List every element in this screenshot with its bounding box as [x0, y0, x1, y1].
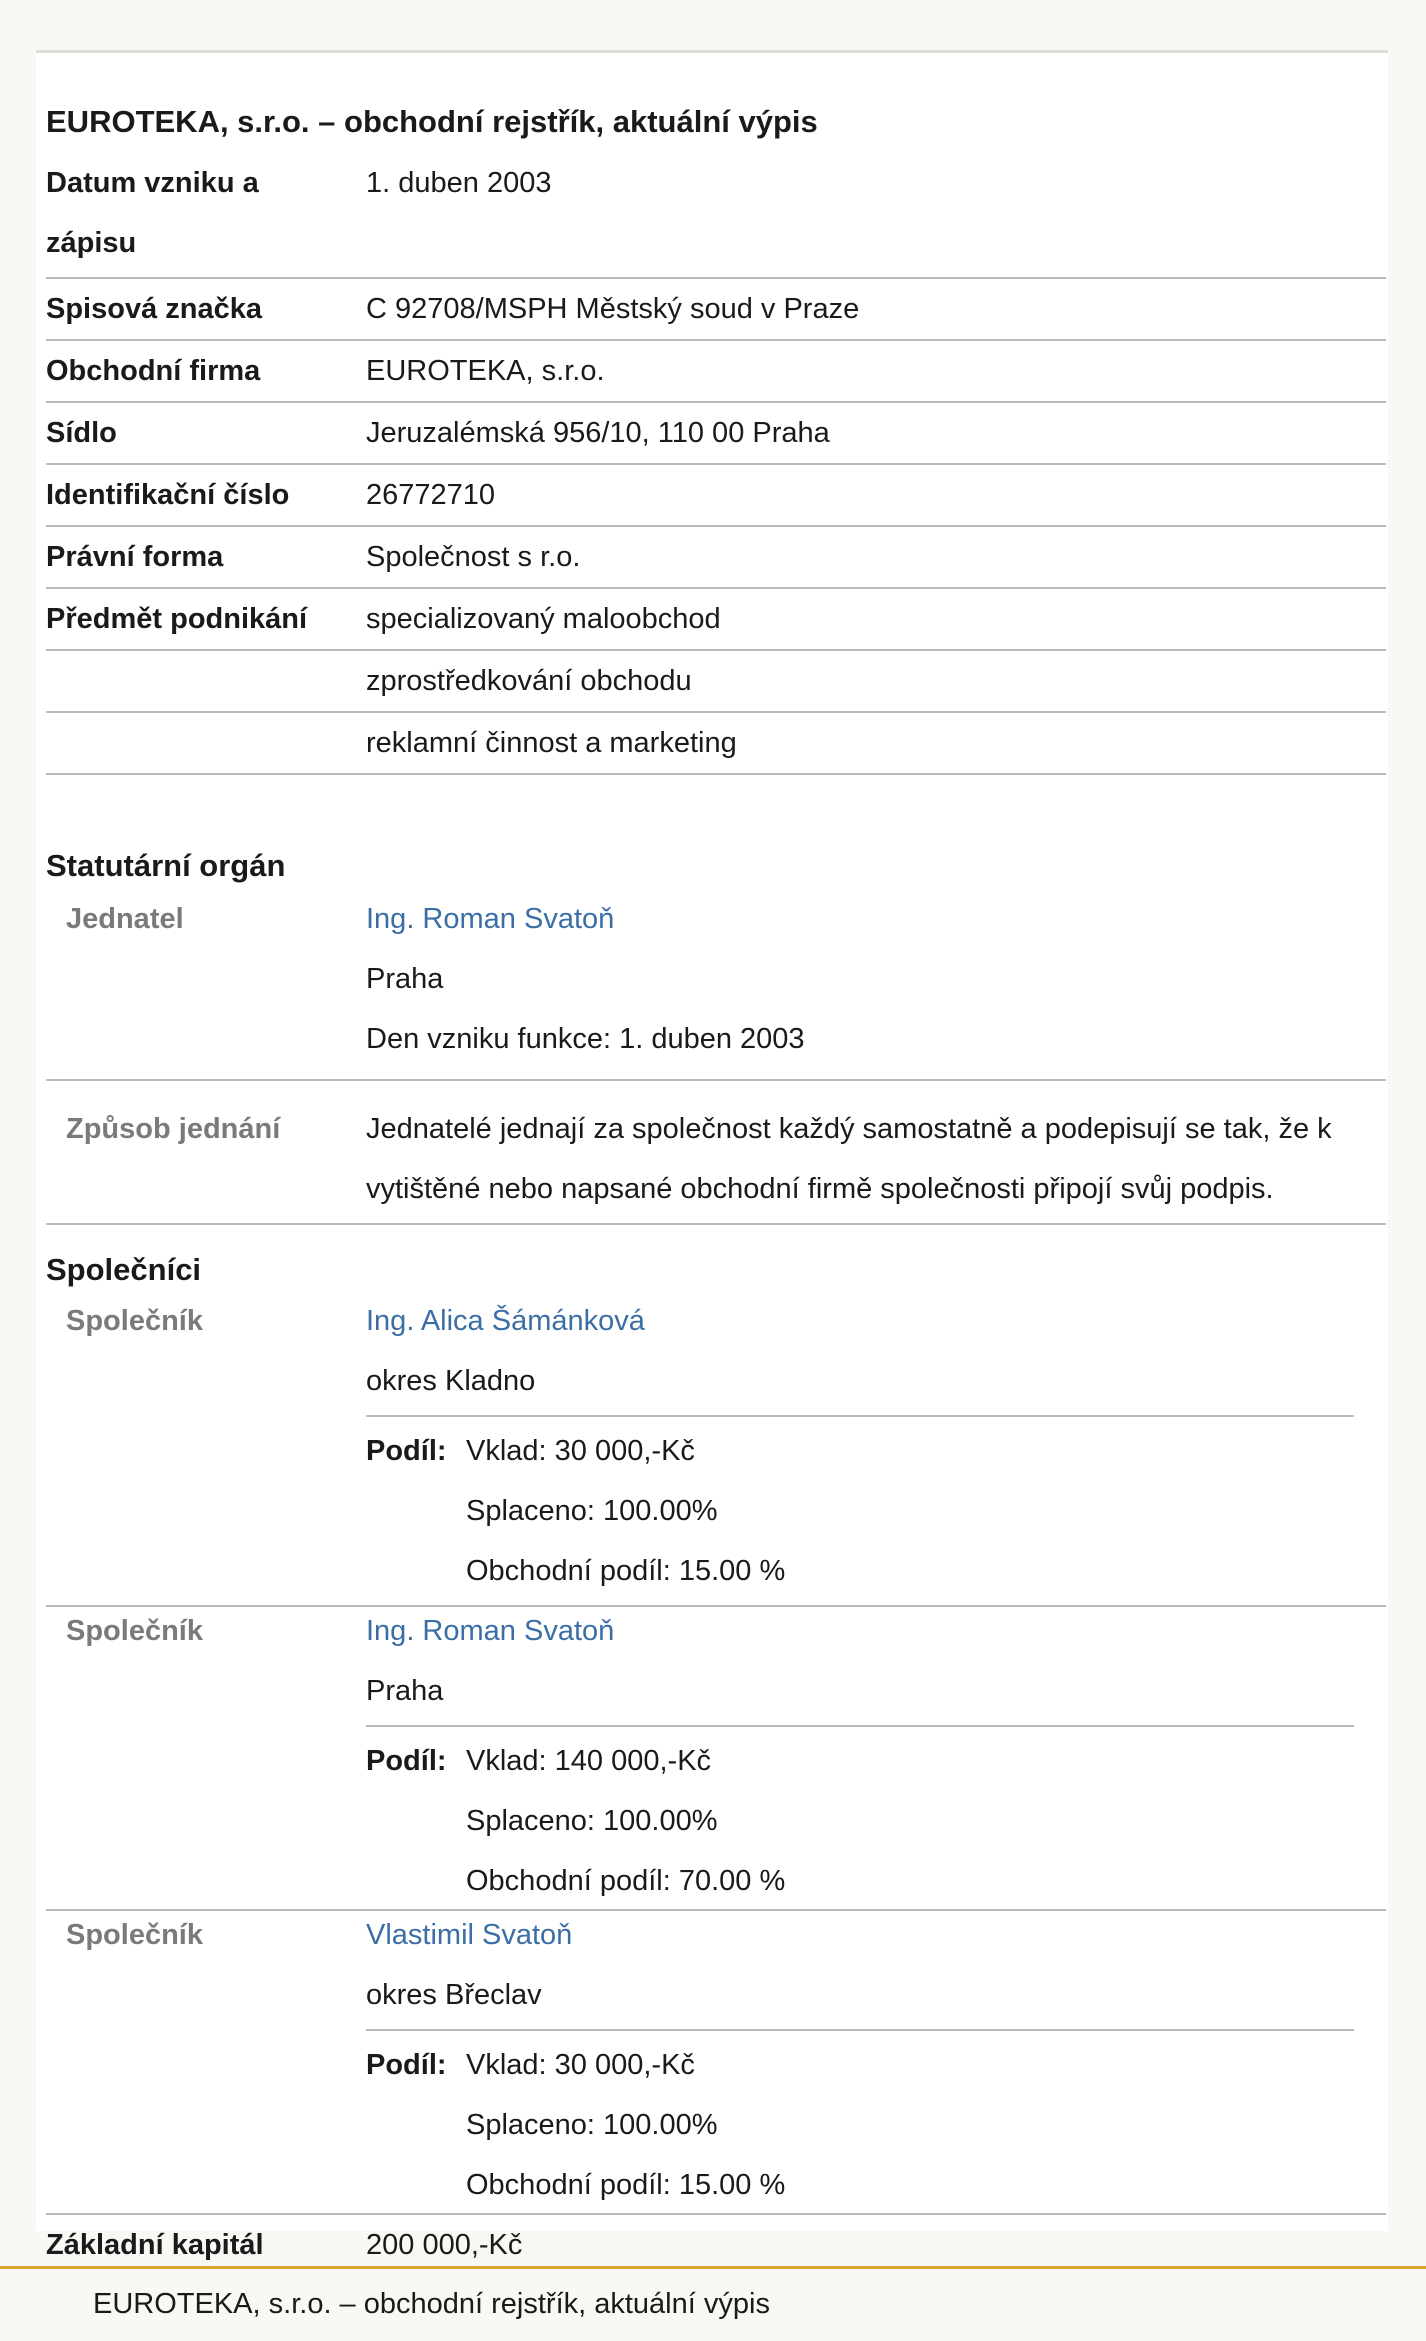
value-predmet-1: specializovaný maloobchod — [366, 603, 721, 635]
label-spolecnik: Společník — [66, 1919, 203, 1951]
spolecnik-card — [46, 1287, 1386, 1607]
value-obchodni-podil: Obchodní podíl: 70.00 % — [466, 1865, 786, 1897]
heading-statutarni-organ: Statutární orgán — [46, 848, 286, 883]
link-spolecnik-name[interactable]: Vlastimil Svatoň — [366, 1919, 573, 1951]
row-obchodni-firma — [46, 341, 1386, 403]
value-zpusob-line-1: Jednatelé jednají za společnost každý samostatně a podepisují se tak, že k — [366, 1113, 1332, 1145]
value-pravni-forma: Společnost s r.o. — [366, 541, 581, 573]
row-jednatel — [46, 885, 1386, 1081]
value-splaceno: Splaceno: 100.00% — [466, 1805, 718, 1837]
page-title: EUROTEKA, s.r.o. – obchodní rejstřík, aktuální výpis — [46, 104, 818, 139]
label-spolecnik: Společník — [66, 1305, 203, 1337]
value-zakladni-kapital: 200 000,-Kč — [366, 2229, 523, 2261]
value-splaceno: Splaceno: 100.00% — [466, 2109, 718, 2141]
label-predmet-podnikani: Předmět podnikání — [46, 603, 308, 635]
value-ico: 26772710 — [366, 479, 496, 511]
label-zpusob-jednani: Způsob jednání — [66, 1113, 281, 1145]
register-card — [36, 50, 1388, 2261]
label-obchodni-firma: Obchodní firma — [46, 355, 261, 387]
row-zpusob-jednani — [46, 1081, 1386, 1225]
value-jednatel-since: Den vzniku funkce: 1. duben 2003 — [366, 1023, 805, 1055]
link-spolecnik-name[interactable]: Ing. Roman Svatoň — [366, 1615, 615, 1647]
label-podil: Podíl: — [366, 2049, 447, 2081]
value-spisova-znacka: C 92708/MSPH Městský soud v Praze — [366, 293, 860, 325]
value-obchodni-podil: Obchodní podíl: 15.00 % — [466, 2169, 786, 2201]
value-spolecnik-place: Praha — [366, 1675, 444, 1707]
value-jednatel-place: Praha — [366, 963, 444, 995]
row-sidlo — [46, 403, 1386, 465]
label-jednatel: Jednatel — [66, 903, 184, 935]
footer-title: EUROTEKA, s.r.o. – obchodní rejstřík, aktuální výpis — [93, 2288, 770, 2320]
value-predmet-3: reklamní činnost a marketing — [366, 727, 737, 759]
row-spisova-znacka — [46, 279, 1386, 341]
value-zpusob-line-2: vytištěné nebo napsané obchodní firmě společnosti připojí svůj podpis. — [366, 1173, 1274, 1205]
value-sidlo: Jeruzalémská 956/10, 110 00 Praha — [366, 417, 830, 449]
value-predmet-2: zprostředkování obchodu — [366, 665, 692, 697]
spolecnik-card — [46, 1911, 1386, 2215]
value-datum-vzniku: 1. duben 2003 — [366, 167, 552, 199]
row-predmet-3 — [46, 713, 1386, 775]
label-zakladni-kapital: Základní kapitál — [46, 2229, 264, 2261]
spolecnik-card — [46, 1607, 1386, 1911]
label-datum-vzniku-2: zápisu — [46, 227, 137, 259]
label-sidlo: Sídlo — [46, 417, 117, 449]
link-spolecnik-name[interactable]: Ing. Alica Šámánková — [366, 1305, 645, 1337]
row-predmet-2 — [46, 651, 1386, 713]
row-ico — [46, 465, 1386, 527]
value-splaceno: Splaceno: 100.00% — [466, 1495, 718, 1527]
label-podil: Podíl: — [366, 1435, 447, 1467]
label-spolecnik: Společník — [66, 1615, 203, 1647]
spolecnik-divider — [366, 1725, 1354, 1727]
value-vklad: Vklad: 30 000,-Kč — [466, 1435, 695, 1467]
value-vklad: Vklad: 140 000,-Kč — [466, 1745, 712, 1777]
spolecnik-divider — [366, 2029, 1354, 2031]
label-pravni-forma: Právní forma — [46, 541, 224, 573]
value-spolecnik-place: okres Kladno — [366, 1365, 536, 1397]
link-jednatel-name[interactable]: Ing. Roman Svatoň — [366, 903, 615, 935]
value-spolecnik-place: okres Břeclav — [366, 1979, 542, 2011]
heading-spolecnici: Společníci — [46, 1252, 202, 1287]
label-podil: Podíl: — [366, 1745, 447, 1777]
value-vklad: Vklad: 30 000,-Kč — [466, 2049, 695, 2081]
label-datum-vzniku-1: Datum vzniku a — [46, 167, 259, 199]
value-obchodni-firma: EUROTEKA, s.r.o. — [366, 355, 605, 387]
row-datum-vzniku — [46, 153, 1386, 279]
spolecnik-divider — [366, 1415, 1354, 1417]
value-obchodni-podil: Obchodní podíl: 15.00 % — [466, 1555, 786, 1587]
label-ico: Identifikační číslo — [46, 479, 290, 511]
row-predmet-1 — [46, 589, 1386, 651]
row-pravni-forma — [46, 527, 1386, 589]
label-spisova-znacka: Spisová značka — [46, 293, 262, 325]
